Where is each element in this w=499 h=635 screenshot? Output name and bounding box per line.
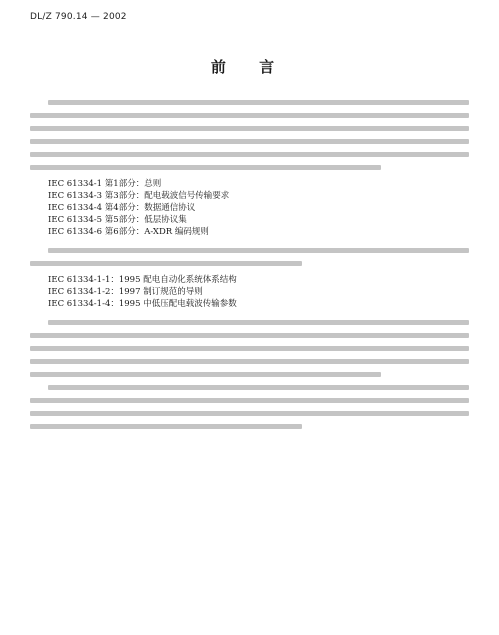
standard-code: DL/Z 790.14 — 2002 <box>30 12 127 22</box>
text-line-placeholder <box>48 385 469 390</box>
text-line-placeholder <box>30 165 381 170</box>
text-line-placeholder <box>30 372 381 377</box>
document-body <box>30 100 469 437</box>
page-heading: 前 言 <box>210 58 289 76</box>
list-item: IEC 61334-1 第1部分：总则 <box>48 179 162 189</box>
text-line-placeholder <box>30 398 469 403</box>
text-line-placeholder <box>48 100 469 105</box>
text-line-placeholder <box>48 248 469 253</box>
intro-paragraph <box>30 100 469 170</box>
list-item: IEC 61334-3 第3部分：配电载波信号传输要求 <box>48 191 230 201</box>
text-line-placeholder <box>30 113 469 118</box>
list-item: IEC 61334-4 第4部分：数据通信协议 <box>48 203 196 213</box>
text-line-placeholder <box>30 333 469 338</box>
list-item: IEC 61334-6 第6部分：A-XDR 编码规则 <box>48 227 209 237</box>
text-line-placeholder <box>30 424 302 429</box>
text-line-placeholder <box>30 346 469 351</box>
text-line-placeholder <box>30 359 469 364</box>
text-line-placeholder <box>48 320 469 325</box>
iec-part-list <box>30 178 469 238</box>
middle-paragraph <box>30 248 469 266</box>
text-line-placeholder <box>30 261 302 266</box>
closing-paragraphs <box>30 320 469 429</box>
list-item: IEC 61334-1-4：1995 中低压配电载波传输参数 <box>48 299 237 309</box>
text-line-placeholder <box>30 152 469 157</box>
list-item: IEC 61334-1-2：1997 制订规范的导则 <box>48 287 203 297</box>
list-item: IEC 61334-5 第5部分：低层协议集 <box>48 215 187 225</box>
list-item: IEC 61334-1-1：1995 配电自动化系统体系结构 <box>48 275 237 285</box>
part1-list <box>30 274 469 310</box>
text-line-placeholder <box>30 411 469 416</box>
text-line-placeholder <box>30 139 469 144</box>
text-line-placeholder <box>30 126 469 131</box>
